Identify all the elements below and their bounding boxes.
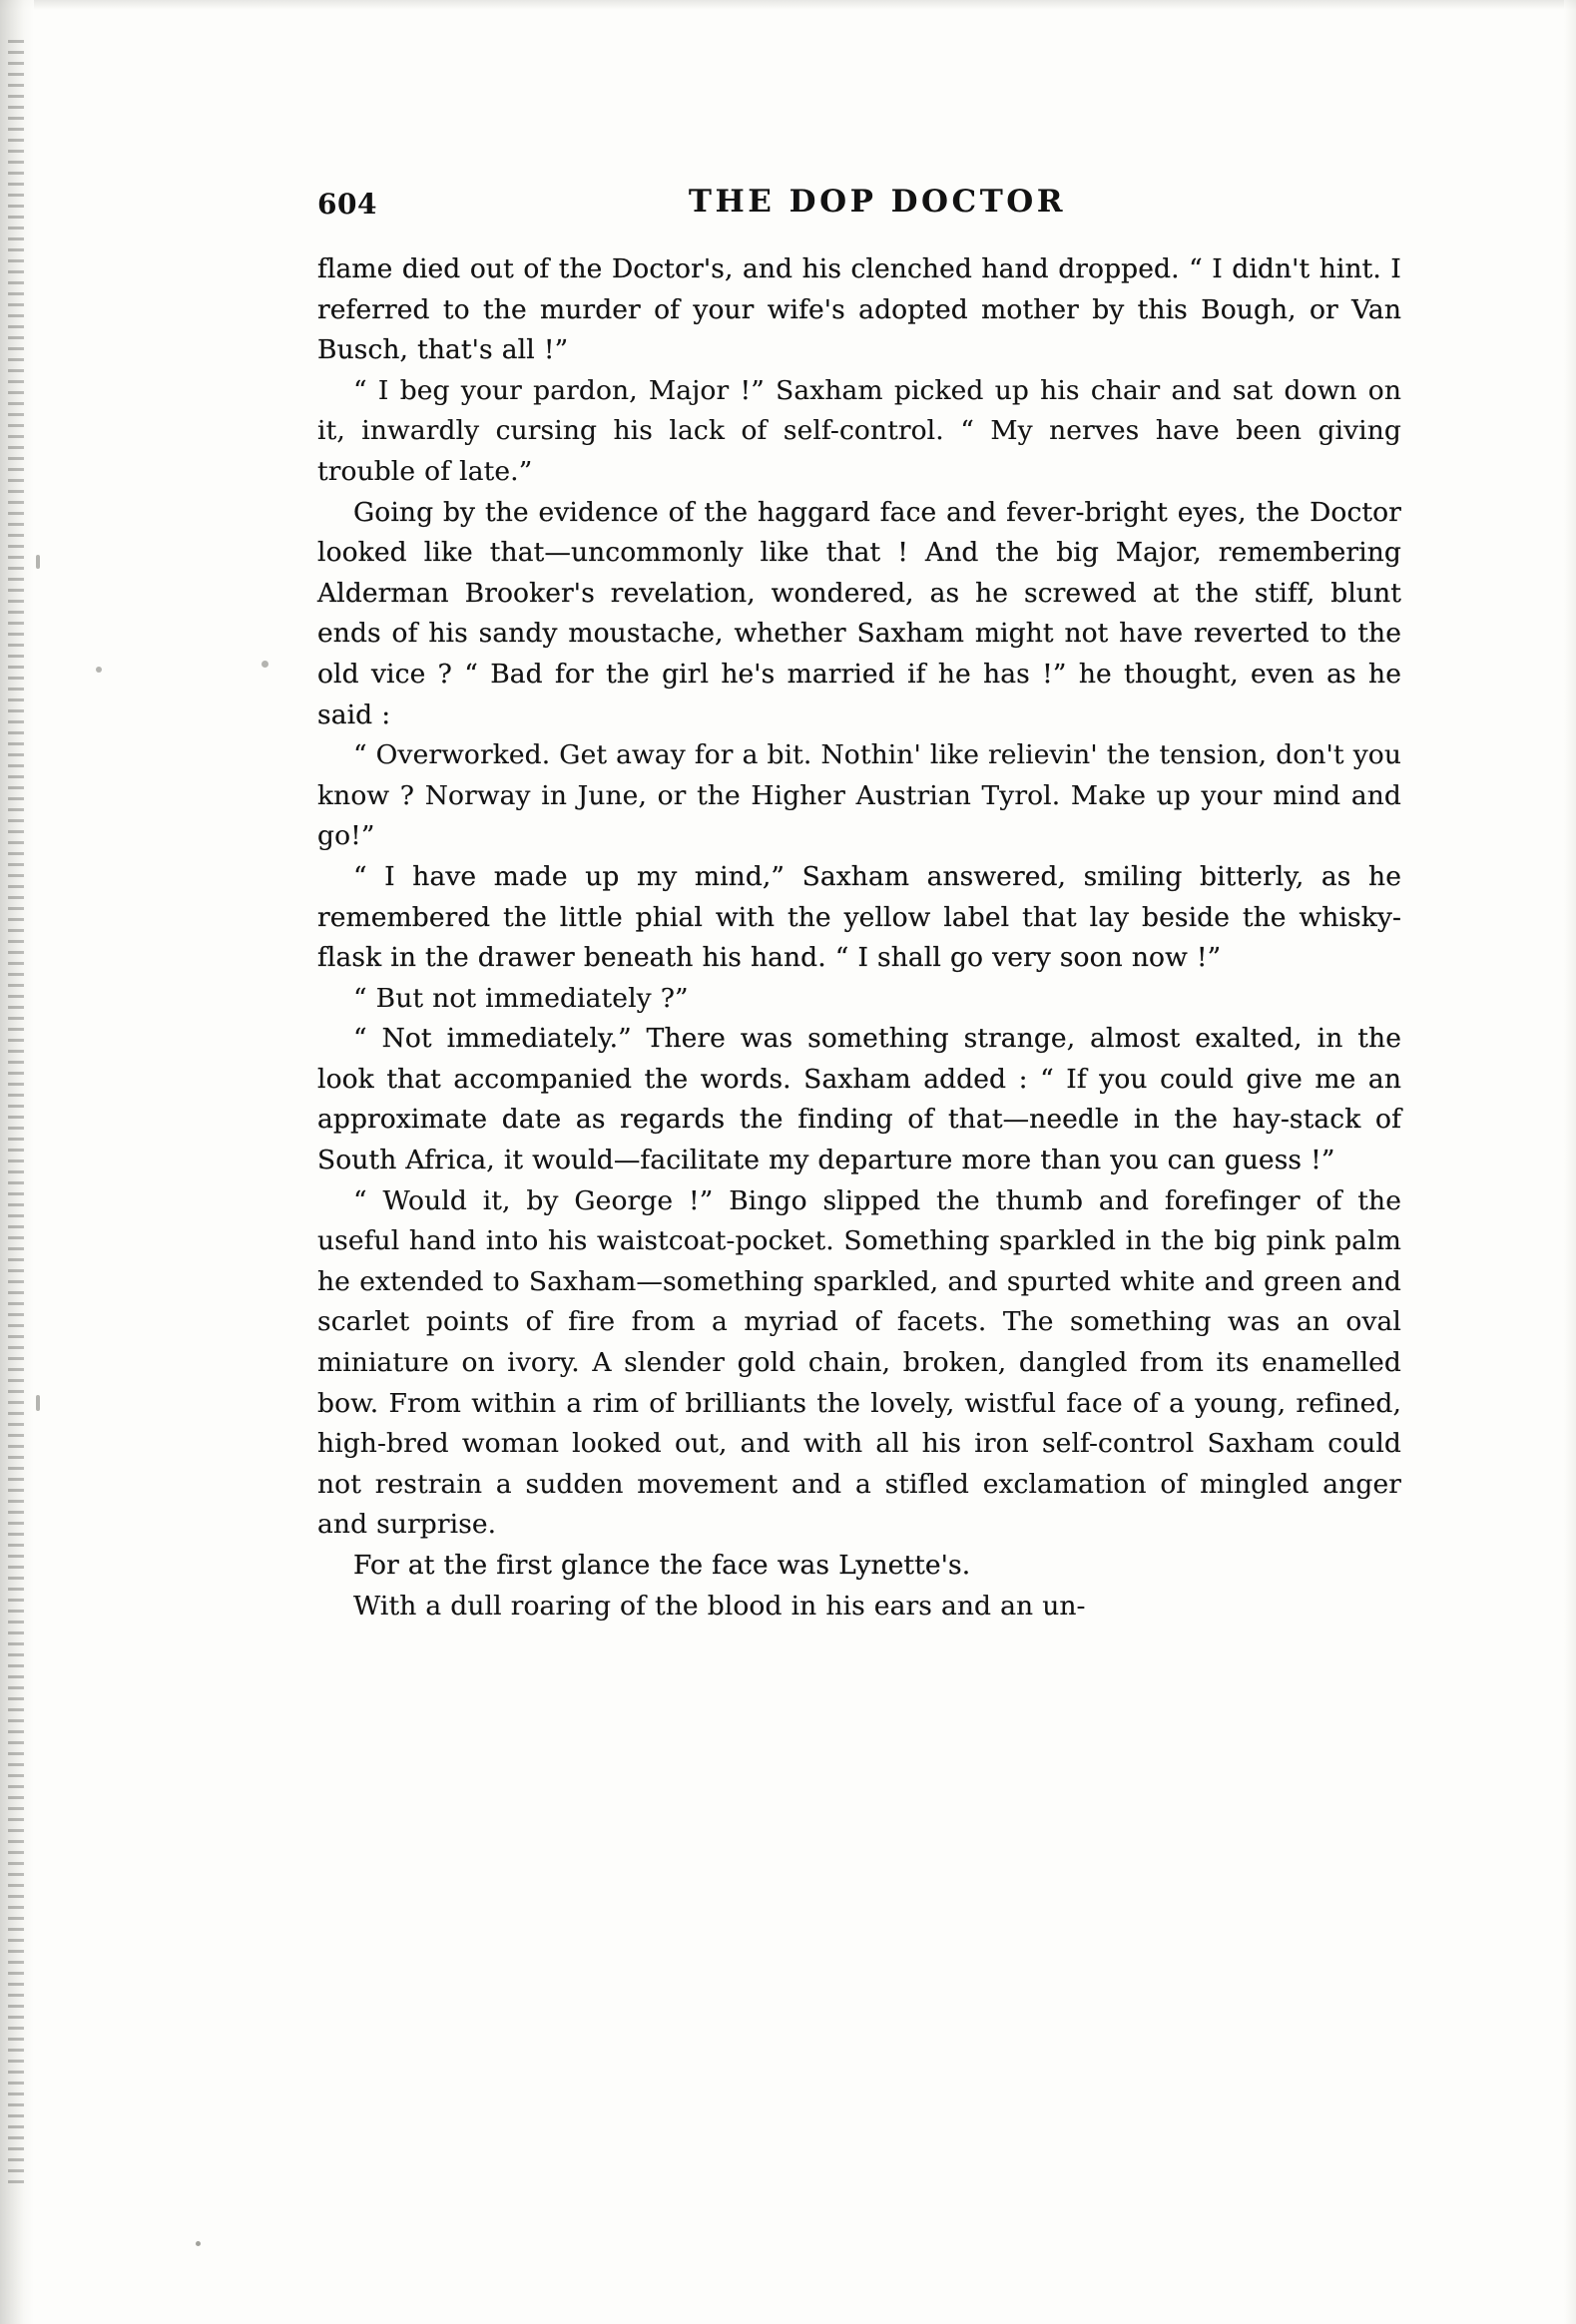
page-right-edge-artifact xyxy=(1564,0,1576,2324)
ink-speck xyxy=(36,555,40,569)
paragraph: With a dull roaring of the blood in his ears and an un- xyxy=(353,1590,1086,1622)
page-top-edge-artifact xyxy=(0,0,1576,10)
ink-speck xyxy=(36,1395,40,1411)
paragraph: Going by the evidence of the haggard face and fever-bright eyes, the Doctor looked like that—uncommonly like that ! And the big Major, remembering Alderman Brooker's revelation, wondered, as he screwed at the stiff, blunt ends of his sandy moustache, whether Saxham might not have reverted to the old vice ? “ Bad for the girl he's married if he has !” he thought, even as he said : xyxy=(317,496,1401,730)
paragraph: “ I beg your pardon, Major !” Saxham picked up his chair and sat down on it, inwardly cursing his lack of self-control. “ My nerves have been giving trouble of late.” xyxy=(317,374,1401,487)
paragraph: For at the first glance the face was Lynette's. xyxy=(353,1550,971,1581)
running-head xyxy=(317,182,1401,233)
paragraph: “ Not immediately.” There was something strange, almost exalted, in the look that accompanied the words. Saxham added : “ If you could give me an approximate date as regards the finding of that—needle in the hay-stack of South Africa, it would—facilitate my departure more than you can guess !” xyxy=(317,1023,1401,1176)
paragraph: “ Overworked. Get away for a bit. Nothin' like relievin' the tension, don't you know ? Norway in June, or the Higher Austrian Tyrol. Make up your mind and go!” xyxy=(317,739,1401,852)
paragraph: “ But not immediately ?” xyxy=(353,982,689,1014)
ink-speck xyxy=(262,661,268,668)
page-content xyxy=(317,182,1401,1627)
paragraph: “ Would it, by George !” Bingo slipped the thumb and forefinger of the useful hand into his waistcoat-pocket. Something sparkled in the big pink palm he extended to Saxham—something sparkled, and spurted white and green and scarlet points of fire from a myriad of facets. The something was an oval miniature on ivory. A slender gold chain, broken, dangled from its enamelled bow. From within a rim of brilliants the lovely, wistful face of a young, refined, high-bred woman looked out, and with all his iron self-control Saxham could not restrain a sudden movement and a stifled exclamation of mingled anger and surprise. xyxy=(317,1184,1401,1541)
body-text xyxy=(317,249,1401,1627)
paragraph: “ I have made up my mind,” Saxham answered, smiling bitterly, as he remembered the little phial with the yellow label that lay beside the whisky-flask in the drawer beneath his hand. “ I shall go very soon now !” xyxy=(317,860,1401,974)
ink-speck xyxy=(196,2241,201,2246)
ink-speck xyxy=(96,667,102,673)
page-number: 604 xyxy=(317,188,377,221)
book-title: THE DOP DOCTOR xyxy=(688,184,1067,220)
page-left-speckle-artifact xyxy=(8,40,24,2185)
paragraph: flame died out of the Doctor's, and his clenched hand dropped. “ I didn't hint. I referred to the murder of your wife's adopted mother by this Bough, or Van Busch, that's all !” xyxy=(317,253,1401,366)
